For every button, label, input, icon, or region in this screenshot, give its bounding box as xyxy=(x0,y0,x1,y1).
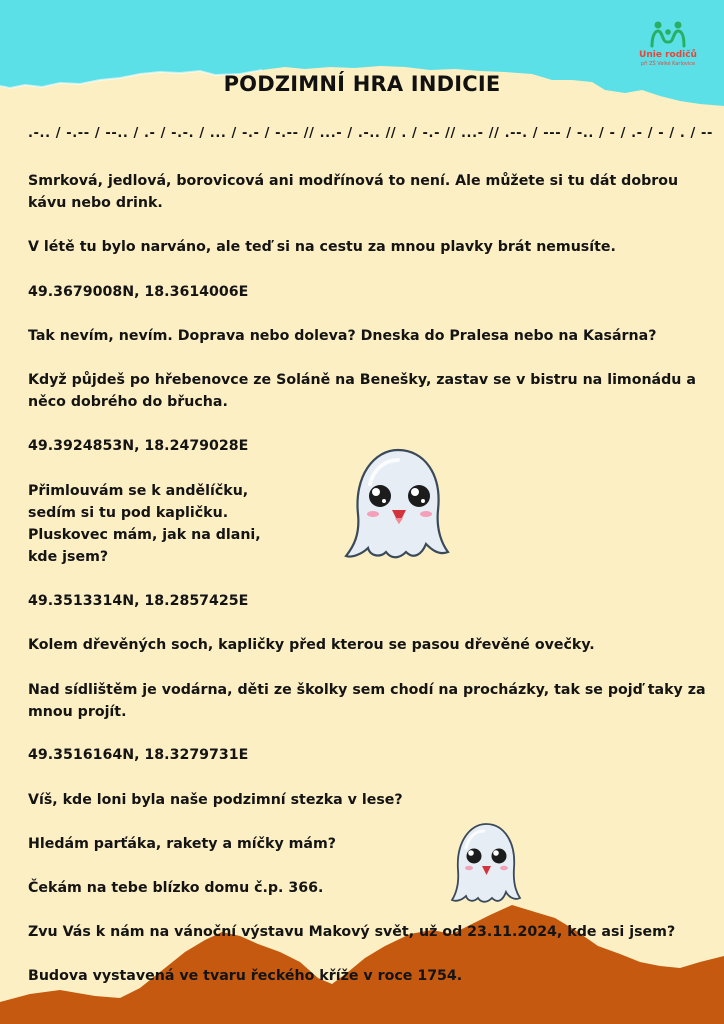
clue-7: Víš, kde loni byla naše podzimní stezka v lese? xyxy=(28,792,403,808)
ghost-icon xyxy=(340,444,452,564)
coordinates-1: 49.3679008N, 18.3614006E xyxy=(28,284,249,300)
poem-line-4: kde jsem? xyxy=(28,549,109,565)
ghost-icon xyxy=(448,820,524,906)
poem-line-3: Pluskovec mám, jak na dlani, xyxy=(28,527,261,543)
clue-10: Zvu Vás k nám na vánoční výstavu Makový svět, už od 23.11.2024, kde asi jsem? xyxy=(28,924,676,940)
clue-1-line-1: Smrková, jedlová, borovicová ani modřínová to není. Ale můžete si tu dát dobrou xyxy=(28,173,679,189)
poem-line-2: sedím si tu pod kapličku. xyxy=(28,505,229,521)
clue-8: Hledám parťáka, rakety a míčky mám? xyxy=(28,836,337,852)
clue-1-line-2: kávu nebo drink. xyxy=(28,195,163,211)
coordinates-2: 49.3924853N, 18.2479028E xyxy=(28,438,249,454)
clue-9: Čekám na tebe blízko domu č.p. 366. xyxy=(28,880,324,896)
page-title: PODZIMNÍ HRA INDICIE xyxy=(223,72,501,96)
logo-name: Unie rodičů xyxy=(639,50,697,60)
poem-line-1: Přimlouvám se k andělíčku, xyxy=(28,483,249,499)
clue-4-line-2: něco dobrého do břucha. xyxy=(28,394,228,410)
clue-5: Kolem dřevěných soch, kapličky před kterou se pasou dřevěné ovečky. xyxy=(28,637,595,653)
clue-11: Budova vystavená ve tvaru řeckého kříže v roce 1754. xyxy=(28,968,463,984)
clue-4-line-1: Když půjdeš po hřebenovce ze Soláně na Benešky, zastav se v bistru na limonádu a xyxy=(28,372,696,388)
logo xyxy=(628,20,708,67)
coordinates-4: 49.3516164N, 18.3279731E xyxy=(28,747,249,763)
clue-6-line-2: mnou projít. xyxy=(28,704,127,720)
morse-code: .-.. / -.-- / --.. / .- / -.-. / ... / -.- / -.-- // ...- / .-.. // . / -.- // ...- // .--. / --- / -.. / - / .- / - / . / -- xyxy=(28,126,713,141)
logo-subtitle: při ZŠ Velké Karlovice xyxy=(640,61,696,67)
coordinates-3: 49.3513314N, 18.2857425E xyxy=(28,593,249,609)
clue-6-line-1: Nad sídlištěm je vodárna, děti ze školky sem chodí na procházky, tak se pojď taky za xyxy=(28,682,706,698)
clue-2: V létě tu bylo narváno, ale teď si na cestu za mnou plavky brát nemusíte. xyxy=(28,239,616,255)
family-people-icon xyxy=(648,20,688,48)
clue-3: Tak nevím, nevím. Doprava nebo doleva? Dneska do Pralesa nebo na Kasárna? xyxy=(28,328,657,344)
